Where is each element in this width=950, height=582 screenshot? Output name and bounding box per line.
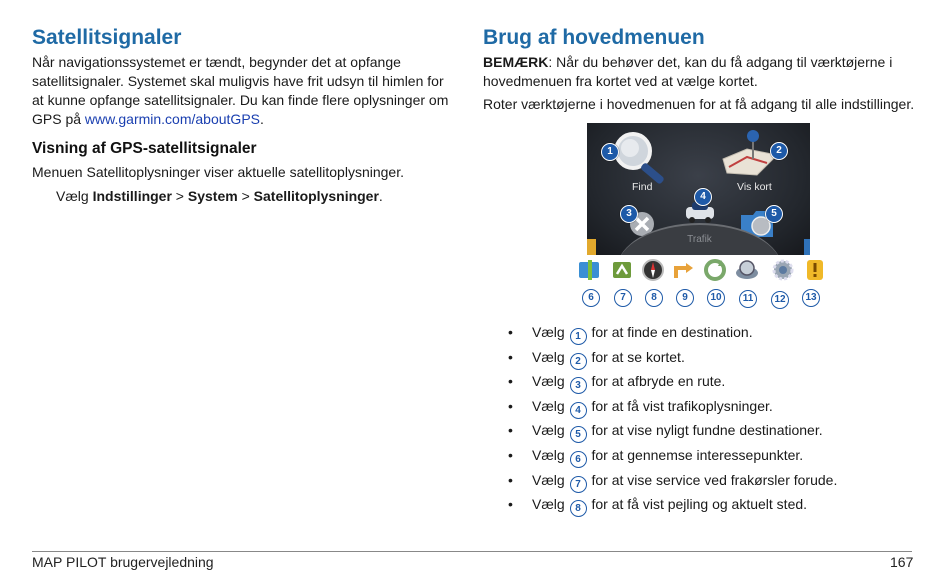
list-item <box>508 420 837 445</box>
bullet-number: 6 <box>570 451 587 468</box>
callout-11: 11 <box>739 290 757 308</box>
callout-10: 10 <box>707 289 725 307</box>
list-item <box>508 445 837 470</box>
step-instruction <box>56 187 383 206</box>
callout-3: 3 <box>620 205 638 223</box>
rotate-text: Roter værktøjerne i hovedmenuen for at få adgang til alle indstillinger. <box>483 96 915 112</box>
traffic-label: Trafik <box>687 234 712 245</box>
menu-path-satellite: Satellitoplysninger <box>253 188 379 204</box>
callout-7: 7 <box>614 289 632 307</box>
callout-1: 1 <box>601 143 619 161</box>
alert-warning-icon <box>803 258 827 282</box>
callout-9: 9 <box>676 289 694 307</box>
footer-rule <box>32 551 912 552</box>
bullet: • <box>508 324 513 340</box>
bullet-verb: Vælg <box>532 422 565 439</box>
bullet-verb: Vælg <box>532 446 565 463</box>
callout-5: 5 <box>765 205 783 223</box>
section-title: Satellitsignaler <box>32 26 182 49</box>
route-detour-icon <box>672 258 696 282</box>
list-item <box>508 347 837 372</box>
list-item <box>508 494 837 519</box>
bullet: • <box>508 446 513 463</box>
step-prefix: Vælg <box>56 188 93 204</box>
tool-icon-bar <box>575 258 830 286</box>
path-separator: > <box>237 188 254 204</box>
bullet-verb: Vælg <box>532 397 565 414</box>
callout-12: 12 <box>771 291 789 309</box>
list-item <box>508 322 837 347</box>
bullet-text: for at vise nyligt fundne destinationer. <box>591 422 823 439</box>
callout-13: 13 <box>802 289 820 307</box>
magnifier-icon <box>609 129 679 189</box>
bullet-number: 3 <box>570 377 587 394</box>
section-title-main-menu: Brug af hovedmenuen <box>483 26 705 49</box>
bullet-verb: Vælg <box>532 373 565 390</box>
intro-text: Når navigationssystemet er tændt, begynder det at opfange satellitsignaler. Systemet skal muligvis have frit udsyn til himlen for at kunne opfange satellitsignaler. Du kan finde flere oplysninger om GPS på <box>32 54 449 127</box>
bullet-text: for at vise service ved frakørsler forude. <box>591 471 838 488</box>
bullet-number: 7 <box>570 476 587 493</box>
bullet-verb: Vælg <box>532 471 565 488</box>
callout-2: 2 <box>770 142 788 160</box>
menu-path-system: System <box>187 188 238 204</box>
list-item <box>508 470 837 495</box>
bullet-text: for at få vist trafikoplysninger. <box>591 397 773 414</box>
note-paragraph <box>483 53 903 91</box>
bullet-verb: Vælg <box>532 496 565 513</box>
bullet: • <box>508 397 513 414</box>
bullet-number: 2 <box>570 353 587 370</box>
bullet-text: for at finde en destination. <box>591 324 753 340</box>
trip-recycle-icon <box>703 258 727 282</box>
bullet-text: for at gennemse interessepunkter. <box>591 446 804 463</box>
bullet: • <box>508 471 513 488</box>
bullet: • <box>508 373 513 390</box>
scroll-right-edge <box>804 239 810 255</box>
compass-icon <box>641 258 665 282</box>
bullet-text: for at få vist pejling og aktuelt sted. <box>591 496 808 513</box>
list-item <box>508 371 837 396</box>
bullet-verb: Vælg <box>532 324 565 340</box>
bullet-number: 4 <box>570 402 587 419</box>
callout-6: 6 <box>582 289 600 307</box>
callout-8: 8 <box>645 289 663 307</box>
intro-end: . <box>260 111 264 127</box>
bullet-number: 1 <box>570 328 587 345</box>
bullet: • <box>508 422 513 439</box>
footer-title: MAP PILOT brugervejledning <box>32 554 214 570</box>
subsection-text: Menuen Satellitoplysninger viser aktuelle satellitoplysninger. <box>32 164 404 180</box>
step-end: . <box>378 188 383 204</box>
menu-path-settings: Indstillinger <box>92 188 172 204</box>
subsection-title: Visning af GPS-satellitsignaler <box>32 140 257 157</box>
bullet-number: 8 <box>570 500 587 517</box>
bullet-number: 5 <box>570 426 587 443</box>
bullet-text: for at afbryde en rute. <box>591 373 726 390</box>
scroll-left-edge <box>587 239 596 255</box>
bullet: • <box>508 496 513 513</box>
intro-paragraph <box>32 53 457 129</box>
main-menu-screenshot <box>587 123 810 255</box>
note-label: BEMÆRK <box>483 54 549 70</box>
bullet-verb: Vælg <box>532 348 565 365</box>
page-number: 167 <box>890 554 914 570</box>
menu-items-list <box>508 322 837 519</box>
list-item <box>508 396 837 421</box>
garmin-gps-link[interactable]: www.garmin.com/aboutGPS <box>84 111 260 127</box>
points-of-interest-icon <box>577 258 601 282</box>
volume-speaker-icon <box>735 258 759 282</box>
settings-gear-icon <box>771 258 795 282</box>
path-separator: > <box>171 188 188 204</box>
bullet-text: for at se kortet. <box>591 348 685 365</box>
exit-services-icon <box>610 258 634 282</box>
bullet: • <box>508 348 513 365</box>
find-label: Find <box>632 181 653 193</box>
note-text: : Når du behøver det, kan du få adgang til værktøjerne i hovedmenuen fra kortet ved at vælge kortet. <box>483 54 893 89</box>
callout-4: 4 <box>694 188 712 206</box>
map-label: Vis kort <box>737 181 772 193</box>
